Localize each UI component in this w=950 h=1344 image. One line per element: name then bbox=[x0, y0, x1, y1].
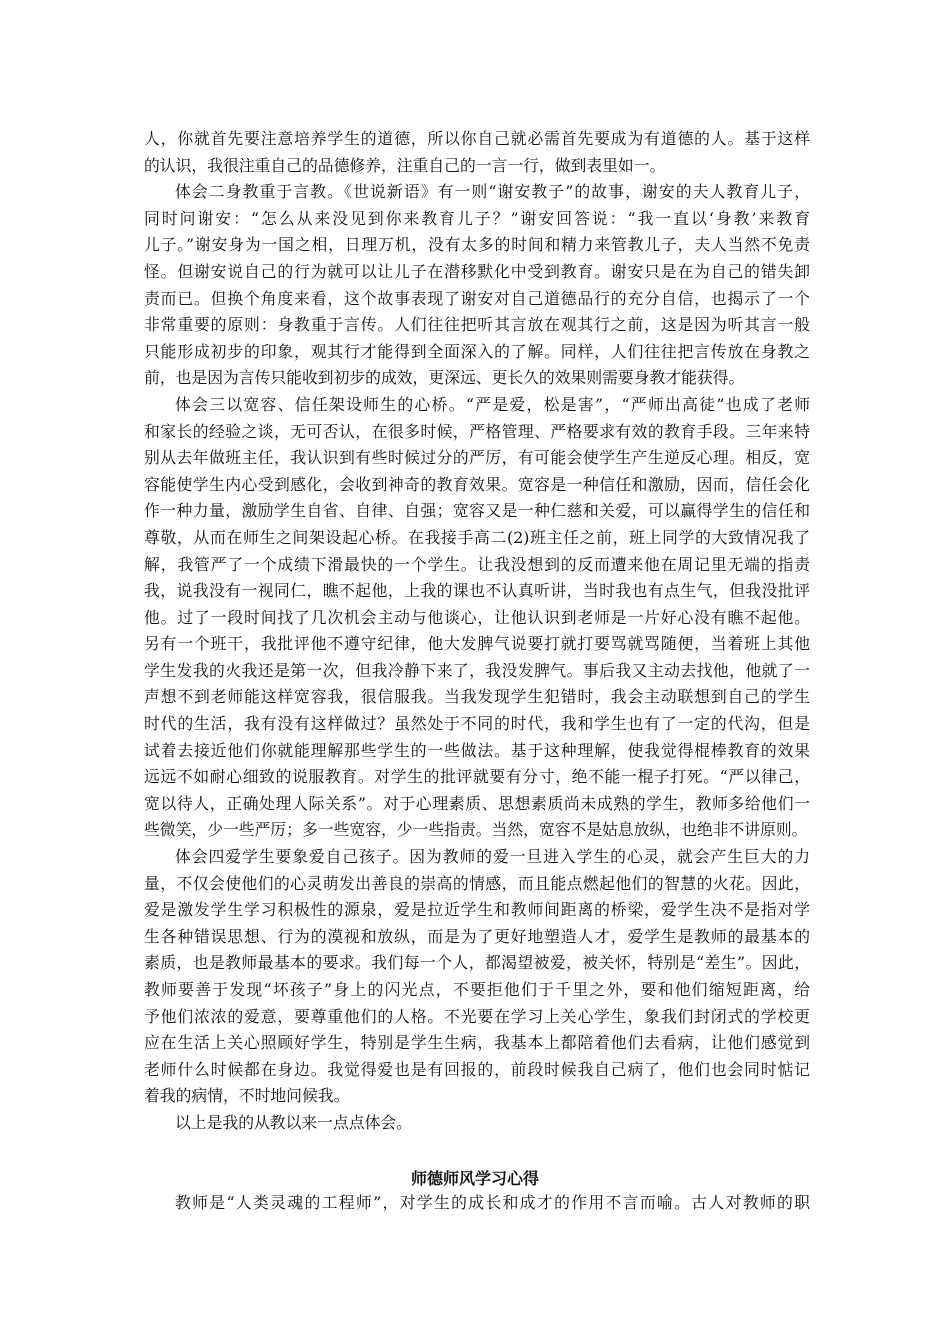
paragraph-line: 另有一个班干，我批评他不遵守纪律，他大发脾气说要打就打要骂就骂随便，当着班上其他 bbox=[144, 634, 810, 654]
paragraph-line: 体会二身教重于言教。《世说新语》有一则“谢安教子”的故事，谢安的夫人教育儿子， bbox=[175, 182, 810, 202]
paragraph-line: 怪。但谢安说自己的行为就可以让儿子在潜移默化中受到教育。谢安只是在为自己的错失卸 bbox=[144, 261, 810, 281]
paragraph-line: 着我的病情，不时地问候我。 bbox=[144, 1086, 350, 1106]
paragraph-line: 尊敬，从而在师生之间架设起心桥。在我接手高二(2)班主任之前，班上同学的大致情况我了 bbox=[144, 527, 810, 547]
paragraph-line: 应在生活上关心照顾好学生，特别是学生生病，我基本上都陪着他们去看病，让他们感觉到 bbox=[144, 1033, 810, 1053]
paragraph-line: 生各种错误思想、行为的漠视和放纵，而是为了更好地塑造人才，爱学生是教师的最基本的 bbox=[144, 926, 810, 946]
paragraph-line: 教师是“人类灵魂的工程师”，对学生的成长和成才的作用不言而喻。古人对教师的职 bbox=[175, 1193, 810, 1212]
paragraph-line: 以上是我的从教以来一点点体会。 bbox=[175, 1112, 412, 1132]
paragraph-line: 前，也是因为言传只能收到初步的成效，更深远、更长久的效果则需要身教才能获得。 bbox=[144, 368, 745, 388]
paragraph-line: 素质，也是教师最基本的要求。我们每一个人，都渴望被爱，被关怀，特别是“差生”。因此， bbox=[144, 953, 810, 973]
paragraph-line: 学生发我的火我还是第一次，但我冷静下来了，我没发脾气。事后我又主动去找他，他就了一 bbox=[144, 660, 810, 680]
paragraph-line: 教师要善于发现“坏孩子”身上的闪光点，不要拒他们于千里之外，要和他们缩短距离，给 bbox=[144, 980, 810, 999]
paragraph-line: 人，你就首先要注意培养学生的道德，所以你自己就必需首先要成为有道德的人。基于这样 bbox=[144, 129, 810, 148]
paragraph-line: 和家长的经验之谈，无可否认，在很多时候，严格管理、严格要求有效的教育手段。三年来特 bbox=[144, 421, 810, 441]
paragraph-line: 同时问谢安：“怎么从来没见到你来教育儿子？”谢安回答说：“我一直以‘身教’来教育 bbox=[144, 208, 810, 228]
paragraph-line: 试着去接近他们你就能理解那些学生的一些做法。基于这种理解，使我觉得棍棒教育的效果 bbox=[144, 740, 810, 760]
paragraph-line: 体会四爱学生要象爱自己孩子。因为教师的爱一旦进入学生的心灵，就会产生巨大的力 bbox=[175, 847, 810, 867]
section-body bbox=[144, 1190, 810, 1217]
paragraph-line: 远远不如耐心细致的说服教育。对学生的批评就要有分寸，绝不能一棍子打死。“严以律己， bbox=[144, 767, 810, 787]
paragraph-line: 爱是激发学生学习积极性的源泉，爱是拉近学生和教师间距离的桥梁，爱学生决不是指对学 bbox=[144, 900, 810, 920]
paragraph-line: 解，我管严了一个成绩下滑最快的一个学生。让我没想到的反而遭来他在周记里无端的指责 bbox=[144, 554, 810, 574]
paragraph-line: 时代的生活，我有没有这样做过？虽然处于不同的时代，我和学生也有了一定的代沟，但是 bbox=[144, 714, 810, 734]
paragraph-line: 体会三以宽容、信任架设师生的心桥。“严是爱，松是害”，“严师出高徒”也成了老师 bbox=[175, 394, 810, 414]
paragraph-line: 些微笑，少一些严厉；多一些宽容，少一些指责。当然，宽容不是姑息放纵，也绝非不讲原则。 bbox=[144, 820, 808, 840]
paragraph-line: 宽以待人，正确处理人际关系”。对于心理素质、思想素质尚未成熟的学生，教师多给他们一 bbox=[144, 793, 810, 813]
paragraph-line: 老师什么时候都在身边。我觉得爱也是有回报的，前段时候我自己病了，他们也会同时惦记 bbox=[144, 1059, 810, 1079]
paragraph-line: 作一种力量，激励学生自省、自律、自强；宽容又是一种仁慈和关爱，可以赢得学生的信任和 bbox=[144, 501, 810, 521]
paragraph-line: 责而已。但换个角度来看，这个故事表现了谢安对自己道德品行的充分自信，也揭示了一个 bbox=[144, 288, 810, 308]
paragraph-line: 只能形成初步的印象，观其行才能得到全面深入的了解。同样，人们往往把言传放在身教之 bbox=[144, 341, 810, 361]
paragraph-line: 的认识，我很注重自己的品德修养，注重自己的一言一行，做到表里如一。 bbox=[144, 155, 666, 175]
paragraph-line: 他。过了一段时间找了几次机会主动与他谈心，让他认识到老师是一片好心没有瞧不起他。 bbox=[144, 607, 810, 627]
paragraph-line: 非常重要的原则：身教重于言传。人们往往把听其言放在观其行之前，这是因为听其言一般 bbox=[144, 315, 810, 335]
paragraph-line: 予他们浓浓的爱意，要尊重他们的人格。不光要在学习上关心学生，象我们封闭式的学校更 bbox=[144, 1006, 810, 1026]
paragraph-line: 声想不到老师能这样宽容我，很信服我。当我发现学生犯错时，我会主动联想到自己的学生 bbox=[144, 687, 810, 707]
paragraph-line: 别从去年做班主任，我认识到有些时候过分的严厉，有可能会使学生产生逆反心理。相反，宽 bbox=[144, 448, 810, 468]
paragraph-line: 儿子。”谢安身为一国之相，日理万机，没有太多的时间和精力来管教儿子，夫人当然不免责 bbox=[144, 235, 810, 255]
paragraph-line: 我，说我没有一视同仁，瞧不起他，上我的课也不认真听讲，当时我也有点生气，但我没批评 bbox=[144, 581, 810, 601]
section-title: 师德师风学习心得 bbox=[410, 1169, 539, 1188]
body-text bbox=[144, 126, 810, 1137]
paragraph-line: 量，不仅会使他们的心灵萌发出善良的崇高的情感，而且能点燃起他们的智慧的火花。因此， bbox=[144, 873, 810, 893]
paragraph-line: 容能使学生内心受到感化，会收到神奇的教育效果。宽容是一种信任和激励，因而，信任会化 bbox=[144, 474, 810, 494]
